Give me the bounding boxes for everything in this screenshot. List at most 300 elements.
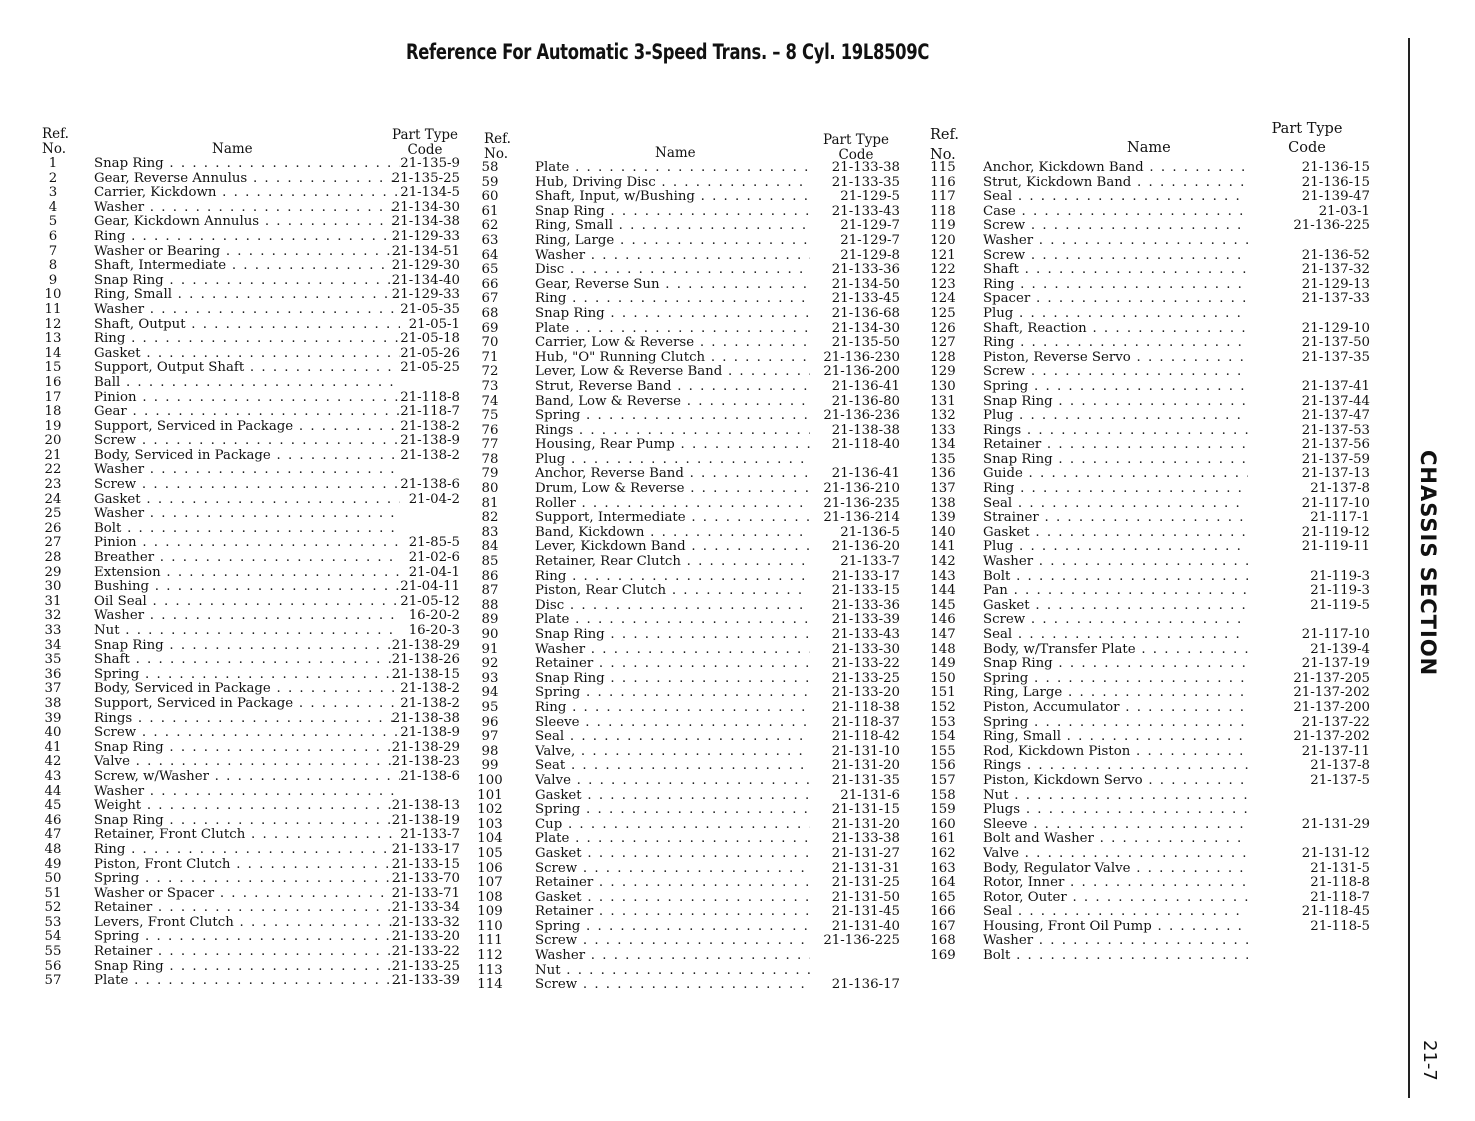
part-name: Nut . . . xyxy=(94,624,400,639)
part-type-code: 21-133-39 xyxy=(831,612,900,628)
part-name: Piston, Accumulator . . . xyxy=(983,701,1248,716)
ref-number: 115 xyxy=(930,160,956,175)
part-type-code: 21-05-18 xyxy=(400,331,460,347)
part-name: Spring . . . xyxy=(94,930,400,945)
ref-number: 12 xyxy=(44,316,62,332)
part-name: Ring, Small . . . xyxy=(94,288,400,303)
part-name: Snap Ring . . . xyxy=(94,639,400,654)
part-name: Screw, w/Washer . . . xyxy=(94,770,400,785)
part-type-code: 21-133-17 xyxy=(831,568,900,584)
ref-number: 136 xyxy=(930,466,956,482)
part-type-code: 21-133-71 xyxy=(391,885,460,901)
part-type-code: 21-131-12 xyxy=(1301,845,1370,861)
part-type-code: 21-136-236 xyxy=(823,408,900,424)
part-type-code: 21-133-20 xyxy=(391,929,460,945)
part-type-code: 21-117-10 xyxy=(1301,495,1370,511)
part-name: Plug . . . xyxy=(983,307,1248,322)
part-type-code: 21-138-9 xyxy=(400,433,460,449)
ref-number: 99 xyxy=(481,758,499,774)
part-name: Anchor, Reverse Band . . . xyxy=(535,467,810,482)
ref-number: 168 xyxy=(930,933,956,949)
ref-number: 28 xyxy=(44,550,62,566)
ref-number: 154 xyxy=(930,729,956,745)
ref-number: 165 xyxy=(930,889,956,905)
part-name: Gear, Reverse Annulus . . . xyxy=(94,172,400,187)
ref-number: 104 xyxy=(477,831,503,847)
ref-number: 13 xyxy=(44,331,62,347)
part-type-code: 21-133-38 xyxy=(831,160,900,175)
ref-number: 41 xyxy=(44,739,62,755)
ref-number: 4 xyxy=(48,199,58,215)
ref-number: 118 xyxy=(930,203,956,219)
part-type-code: 21-136-17 xyxy=(831,977,900,993)
part-type-header-text: Part Type xyxy=(823,132,889,148)
ref-number: 161 xyxy=(930,831,956,847)
part-name: Rings . . . xyxy=(94,712,400,727)
part-name: Screw . . . xyxy=(94,434,400,449)
part-name: Strut, Reverse Band . . . xyxy=(535,380,810,395)
part-type-code: 21-138-29 xyxy=(391,739,460,755)
part-type-code: 21-119-11 xyxy=(1301,539,1370,555)
ref-number: 87 xyxy=(481,583,499,599)
part-type-code: 21-04-11 xyxy=(400,579,460,595)
ref-number: 132 xyxy=(930,408,956,424)
ref-number: 127 xyxy=(930,335,956,351)
ref-number: 78 xyxy=(481,451,499,467)
part-name: Plate . . . xyxy=(94,974,400,989)
part-name: Retainer . . . xyxy=(535,876,810,891)
ref-number: 126 xyxy=(930,320,956,336)
ref-number: 73 xyxy=(481,378,499,394)
part-name: Retainer, Front Clutch . . . xyxy=(94,828,400,843)
ref-number: 24 xyxy=(44,491,62,507)
ref-number: 31 xyxy=(44,593,62,609)
part-type-code: 21-131-20 xyxy=(831,758,900,774)
ref-number: 61 xyxy=(481,203,499,219)
ref-number: 155 xyxy=(930,743,956,759)
part-name: Ring, Large . . . xyxy=(983,686,1248,701)
part-name: Ring . . . xyxy=(535,570,810,585)
part-name: Washer . . . xyxy=(94,785,400,800)
part-type-code: 21-133-45 xyxy=(831,291,900,307)
part-name: Screw . . . xyxy=(983,613,1248,628)
ref-number: 138 xyxy=(930,495,956,511)
ref-header-text: Ref. xyxy=(930,127,959,143)
part-name: Washer . . . xyxy=(535,643,810,658)
part-name: Ring, Large . . . xyxy=(535,234,810,249)
part-type-code: 21-138-38 xyxy=(831,422,900,438)
part-name: Levers, Front Clutch . . . xyxy=(94,916,400,931)
part-name: Snap Ring . . . xyxy=(535,672,810,687)
part-name: Gasket . . . xyxy=(983,526,1248,541)
part-name: Ring . . . xyxy=(983,278,1248,293)
ref-number: 46 xyxy=(44,812,62,828)
ref-number: 159 xyxy=(930,802,956,818)
ref-number: 9 xyxy=(48,272,58,288)
part-name: Rotor, Inner . . . xyxy=(983,876,1248,891)
ref-number: 11 xyxy=(44,301,62,317)
part-name: Screw . . . xyxy=(983,249,1248,264)
part-type-code: 21-133-25 xyxy=(391,958,460,974)
ref-number: 157 xyxy=(930,772,956,788)
part-type-code: 21-118-37 xyxy=(831,714,900,730)
ref-number: 129 xyxy=(930,364,956,380)
part-type-code: 21-117-10 xyxy=(1301,627,1370,642)
part-type-code: 21-118-7 xyxy=(400,404,460,420)
ref-number: 8 xyxy=(48,258,58,274)
part-name: Washer . . . xyxy=(983,234,1248,249)
ref-number: 109 xyxy=(477,904,503,920)
part-name: Oil Seal . . . xyxy=(94,595,400,610)
ref-number: 81 xyxy=(481,495,499,511)
no-header-text: No. xyxy=(484,146,508,162)
part-name: Ball . . . xyxy=(94,376,400,391)
ref-number: 83 xyxy=(481,524,499,540)
ref-number: 32 xyxy=(44,608,62,624)
part-type-code: 21-131-35 xyxy=(831,772,900,788)
ref-number: 14 xyxy=(44,345,62,361)
ref-no-header xyxy=(930,125,959,165)
ref-number: 76 xyxy=(481,422,499,438)
part-name: Pinion . . . xyxy=(94,536,400,551)
part-type-code: 21-118-8 xyxy=(1310,875,1370,891)
part-type-code: 21-133-17 xyxy=(391,841,460,857)
part-name: Bolt . . . xyxy=(94,522,400,537)
part-type-code: 21-137-11 xyxy=(1301,743,1370,759)
part-name: Housing, Rear Pump . . . xyxy=(535,438,810,453)
part-type-code: 21-134-30 xyxy=(831,320,900,336)
part-type-code: 21-136-210 xyxy=(823,481,900,497)
ref-number: 117 xyxy=(930,189,956,205)
part-name: Cup . . . xyxy=(535,818,810,833)
ref-number: 135 xyxy=(930,451,956,467)
part-type-code: 21-131-10 xyxy=(831,743,900,759)
ref-number: 153 xyxy=(930,714,956,730)
part-name: Snap Ring . . . xyxy=(94,157,400,172)
ref-number: 149 xyxy=(930,656,956,672)
ref-number: 142 xyxy=(930,554,956,570)
part-name: Bolt . . . xyxy=(983,949,1248,964)
part-name: Screw . . . xyxy=(535,934,810,949)
part-name: Ring . . . xyxy=(94,332,400,347)
part-type-code: 21-136-15 xyxy=(1301,174,1370,190)
ref-number: 145 xyxy=(930,597,956,613)
part-name: Shaft . . . xyxy=(983,263,1248,278)
part-type-code: 21-133-22 xyxy=(831,656,900,672)
ref-number: 98 xyxy=(481,743,499,759)
ref-number: 93 xyxy=(481,670,499,686)
part-name: Snap Ring . . . xyxy=(535,628,810,643)
part-name: Carrier, Low & Reverse . . . xyxy=(535,336,810,351)
ref-number: 65 xyxy=(481,262,499,278)
part-name: Valve . . . xyxy=(94,755,400,770)
part-type-code: 21-133-36 xyxy=(831,597,900,613)
ref-number: 19 xyxy=(44,418,62,434)
part-type-code: 21-129-5 xyxy=(840,189,900,205)
part-type-code: 21-137-8 xyxy=(1310,481,1370,497)
part-type-code: 21-136-52 xyxy=(1301,247,1370,263)
part-type-code: 21-129-8 xyxy=(840,247,900,263)
ref-number: 124 xyxy=(930,291,956,307)
part-type-code: 21-137-41 xyxy=(1301,378,1370,394)
part-name: Spring . . . xyxy=(983,672,1248,687)
part-name: Screw . . . xyxy=(94,478,400,493)
ref-number: 71 xyxy=(481,349,499,365)
part-name: Screw . . . xyxy=(983,365,1248,380)
ref-number: 100 xyxy=(477,772,503,788)
ref-number: 2 xyxy=(48,170,58,186)
ref-number: 113 xyxy=(477,962,503,978)
ref-number: 89 xyxy=(481,612,499,628)
part-type-code: 21-137-35 xyxy=(1301,349,1370,365)
ref-number: 67 xyxy=(481,291,499,307)
ref-number: 116 xyxy=(930,174,956,190)
ref-number: 147 xyxy=(930,627,956,642)
ref-number: 60 xyxy=(481,189,499,205)
part-type-code: 21-138-23 xyxy=(391,754,460,770)
part-type-code: 21-129-7 xyxy=(840,232,900,248)
part-name: Gasket . . . xyxy=(94,493,400,508)
ref-number: 158 xyxy=(930,787,956,803)
ref-number: 57 xyxy=(44,973,62,989)
ref-number: 131 xyxy=(930,393,956,409)
part-name: Gasket . . . xyxy=(983,599,1248,614)
ref-number: 130 xyxy=(930,378,956,394)
part-type-code: 21-118-7 xyxy=(1310,889,1370,905)
ref-number: 167 xyxy=(930,918,956,934)
ref-number: 140 xyxy=(930,524,956,540)
ref-number: 163 xyxy=(930,860,956,876)
part-type-code: 21-138-2 xyxy=(400,695,460,711)
part-type-code: 21-131-20 xyxy=(831,816,900,832)
no-header-text: No. xyxy=(930,147,956,163)
part-type-code: 21-131-27 xyxy=(831,845,900,861)
part-name: Washer . . . xyxy=(94,609,400,624)
part-name: Spring . . . xyxy=(94,668,400,683)
part-name: Bolt . . . xyxy=(983,570,1248,585)
part-type-code: 21-131-29 xyxy=(1301,816,1370,832)
part-type-code: 21-129-33 xyxy=(391,287,460,303)
code-header-text: Code xyxy=(407,142,443,158)
part-name: Lever, Kickdown Band . . . xyxy=(535,540,810,555)
part-type-code: 21-133-22 xyxy=(391,944,460,960)
part-type-code: 21-137-19 xyxy=(1301,656,1370,672)
part-name: Retainer . . . xyxy=(535,905,810,920)
part-name: Guide . . . xyxy=(983,467,1248,482)
part-name: Nut . . . xyxy=(983,789,1248,804)
part-name: Seal . . . xyxy=(983,497,1248,512)
ref-number: 112 xyxy=(477,948,503,964)
part-type-code: 21-137-5 xyxy=(1310,772,1370,788)
ref-number: 35 xyxy=(44,652,62,668)
part-name: Washer . . . xyxy=(983,555,1248,570)
part-name: Case . . . xyxy=(983,205,1248,220)
part-name: Lever, Low & Reverse Band . . . xyxy=(535,365,810,380)
ref-number: 63 xyxy=(481,232,499,248)
part-type-code: 21-138-19 xyxy=(391,812,460,828)
part-type-code: 21-137-8 xyxy=(1310,758,1370,774)
part-name: Bushing . . . xyxy=(94,580,400,595)
ref-number: 36 xyxy=(44,666,62,682)
part-name: Piston, Kickdown Servo . . . xyxy=(983,774,1248,789)
part-type-code: 21-137-59 xyxy=(1301,451,1370,467)
ref-number: 166 xyxy=(930,904,956,920)
part-name: Piston, Front Clutch . . . xyxy=(94,858,400,873)
part-type-code-header xyxy=(817,133,895,163)
ref-number: 74 xyxy=(481,393,499,409)
part-type-code: 21-133-43 xyxy=(831,203,900,219)
ref-number: 88 xyxy=(481,597,499,613)
ref-number: 77 xyxy=(481,437,499,453)
part-name: Disc . . . xyxy=(535,599,810,614)
part-name: Spring . . . xyxy=(535,920,810,935)
part-type-code: 21-03-1 xyxy=(1318,203,1370,219)
part-name: Bolt and Washer . . . xyxy=(983,832,1248,847)
ref-number: 110 xyxy=(477,918,503,934)
part-name: Screw . . . xyxy=(535,978,810,993)
part-name: Roller . . . xyxy=(535,497,810,512)
ref-number: 120 xyxy=(930,232,956,248)
part-type-code: 21-129-10 xyxy=(1301,320,1370,336)
part-type-code: 21-136-214 xyxy=(823,510,900,526)
no-header-text: No. xyxy=(42,141,66,157)
part-name: Gasket . . . xyxy=(94,347,400,362)
ref-number: 55 xyxy=(44,944,62,960)
ref-number: 29 xyxy=(44,564,62,580)
part-type-code: 21-138-2 xyxy=(400,447,460,463)
ref-number: 82 xyxy=(481,510,499,526)
ref-number: 21 xyxy=(44,447,62,463)
part-type-code: 21-138-6 xyxy=(400,768,460,784)
part-name: Band, Kickdown . . . xyxy=(535,526,810,541)
part-name: Hub, Driving Disc . . . xyxy=(535,176,810,191)
ref-number: 16 xyxy=(44,374,62,390)
part-name: Rings . . . xyxy=(983,759,1248,774)
part-type-code: 21-129-7 xyxy=(840,218,900,234)
part-name: Extension . . . xyxy=(94,566,400,581)
part-name: Snap Ring . . . xyxy=(983,453,1248,468)
ref-number: 75 xyxy=(481,408,499,424)
ref-number: 123 xyxy=(930,276,956,292)
part-type-code: 21-133-43 xyxy=(831,627,900,642)
part-name: Spring . . . xyxy=(535,803,810,818)
part-name: Ring . . . xyxy=(535,292,810,307)
part-name: Screw . . . xyxy=(94,726,400,741)
part-type-code: 21-119-3 xyxy=(1310,568,1370,584)
ref-number: 51 xyxy=(44,885,62,901)
part-name: Washer . . . xyxy=(94,303,400,318)
part-type-code: 21-135-50 xyxy=(831,335,900,351)
part-name: Shaft, Reaction . . . xyxy=(983,322,1248,337)
part-name: Washer . . . xyxy=(535,249,810,264)
part-name: Snap Ring . . . xyxy=(94,814,400,829)
part-type-code: 21-133-36 xyxy=(831,262,900,278)
part-name: Plate . . . xyxy=(535,613,810,628)
part-name: Shaft . . . xyxy=(94,653,400,668)
ref-number: 141 xyxy=(930,539,956,555)
ref-no-header xyxy=(484,132,511,162)
part-name: Spring . . . xyxy=(535,686,810,701)
part-name: Ring . . . xyxy=(983,482,1248,497)
part-type-code: 21-136-41 xyxy=(831,466,900,482)
ref-number: 20 xyxy=(44,433,62,449)
part-type-code: 21-137-22 xyxy=(1301,714,1370,730)
part-type-code: 21-133-20 xyxy=(831,685,900,701)
part-type-code: 21-136-15 xyxy=(1301,160,1370,175)
part-name: Housing, Front Oil Pump . . . xyxy=(983,920,1248,935)
part-name: Disc . . . xyxy=(535,263,810,278)
part-name: Plate . . . xyxy=(535,161,810,176)
part-name: Snap Ring . . . xyxy=(94,274,400,289)
part-name: Body, Regulator Valve . . . xyxy=(983,862,1248,877)
part-type-code: 21-118-8 xyxy=(400,389,460,405)
part-type-code: 21-134-30 xyxy=(391,199,460,215)
part-name: Spacer . . . xyxy=(983,292,1248,307)
ref-number: 56 xyxy=(44,958,62,974)
part-type-code: 21-119-12 xyxy=(1301,524,1370,540)
part-type-code: 21-131-50 xyxy=(831,889,900,905)
ref-number: 101 xyxy=(477,787,503,803)
part-type-code-header xyxy=(386,128,464,158)
ref-number: 25 xyxy=(44,506,62,522)
ref-number: 94 xyxy=(481,685,499,701)
part-name: Plug . . . xyxy=(983,540,1248,555)
part-name: Retainer . . . xyxy=(94,945,400,960)
part-type-code: 21-85-5 xyxy=(408,535,460,551)
ref-number: 102 xyxy=(477,802,503,818)
part-type-code: 21-136-235 xyxy=(823,495,900,511)
ref-number: 96 xyxy=(481,714,499,730)
part-type-code: 21-118-38 xyxy=(831,699,900,715)
part-type-code: 16-20-2 xyxy=(408,608,460,624)
ref-number: 26 xyxy=(44,520,62,536)
part-name: Retainer, Rear Clutch . . . xyxy=(535,555,810,570)
ref-number: 66 xyxy=(481,276,499,292)
part-type-code: 21-135-9 xyxy=(400,156,460,171)
ref-number: 40 xyxy=(44,725,62,741)
ref-number: 6 xyxy=(48,228,58,244)
part-name: Pan . . . xyxy=(983,584,1248,599)
part-type-code: 21-136-225 xyxy=(823,933,900,949)
part-name: Snap Ring . . . xyxy=(983,657,1248,672)
ref-number: 111 xyxy=(477,933,503,949)
part-name: Body, w/Transfer Plate . . . xyxy=(983,643,1248,658)
ref-number: 54 xyxy=(44,929,62,945)
ref-number: 47 xyxy=(44,827,62,843)
part-type-code: 21-133-70 xyxy=(391,871,460,887)
part-name: Shaft, Input, w/Bushing . . . xyxy=(535,190,810,205)
ref-number: 50 xyxy=(44,871,62,887)
part-name: Support, Intermediate . . . xyxy=(535,511,810,526)
ref-number: 134 xyxy=(930,437,956,453)
ref-number: 17 xyxy=(44,389,62,405)
part-name: Sleeve . . . xyxy=(983,818,1248,833)
part-name: Hub, "O" Running Clutch . . . xyxy=(535,351,810,366)
ref-number: 125 xyxy=(930,305,956,321)
ref-number: 133 xyxy=(930,422,956,438)
part-type-code: 21-136-68 xyxy=(831,305,900,321)
ref-number: 92 xyxy=(481,656,499,672)
part-type-code: 21-134-50 xyxy=(831,276,900,292)
part-name: Ring . . . xyxy=(94,230,400,245)
part-type-code: 21-119-5 xyxy=(1310,597,1370,613)
part-type-code: 21-117-1 xyxy=(1310,510,1370,526)
part-type-code: 21-139-47 xyxy=(1301,189,1370,205)
part-type-code: 21-138-13 xyxy=(391,798,460,814)
part-name: Gasket . . . xyxy=(535,891,810,906)
part-type-code: 21-138-9 xyxy=(400,725,460,741)
part-type-code: 21-133-35 xyxy=(831,174,900,190)
